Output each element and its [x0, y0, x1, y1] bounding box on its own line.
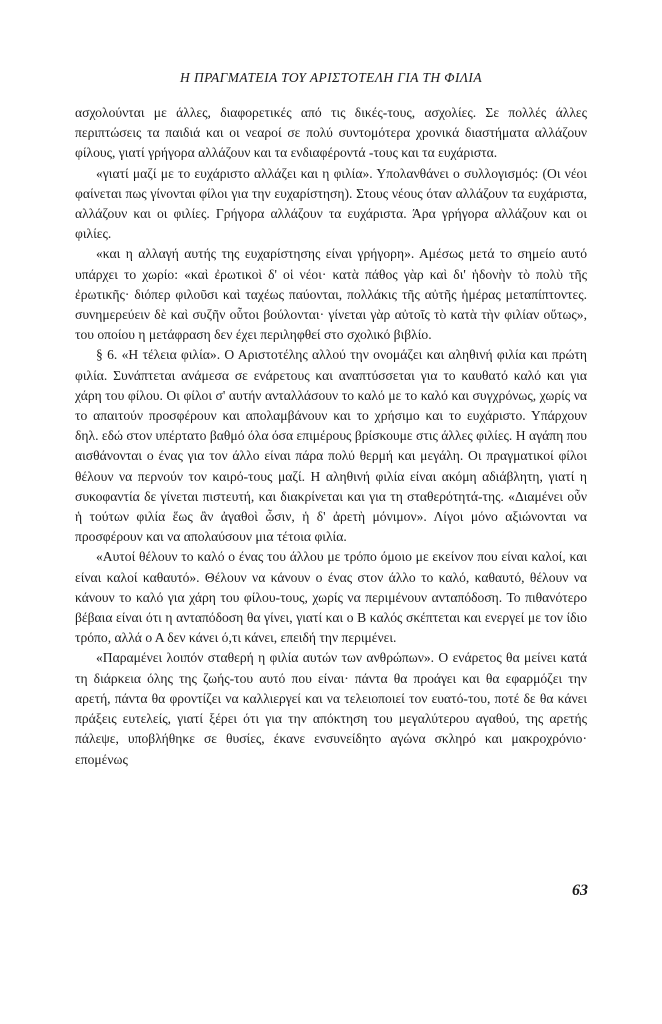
paragraph: «και η αλλαγή αυτής της ευχαρίστησης είναι γρήγορη». Αμέσως μετά το σημείο αυτό υπάρχει το χωρίο: «καὶ ἐρωτικοὶ δ' οἱ νέοι· κατὰ πάθος γὰρ καὶ δι' ἡδονὴν τὸ πολὺ τῆς ἐρωτικῆς· διόπερ φιλοῦσι καὶ ταχέως παύονται, πολλάκις τῆς αὐτῆς ἡμέρας μεταπίπτοντες. συνημερεύειν δὲ καὶ συζῆν οὗτοι βούλονται· γίνεται γὰρ αὐτοῖς τὸ κατὰ τὴν φιλίαν οὕτως», του οποίου η μετάφραση δεν έχει περιληφθεί στο σχολικό βιβλίο.	[75, 246, 587, 343]
paragraph-continuation: ασχολούνται με άλλες, διαφορετικές από τις δικές-τους, ασχολίες. Σε πολλές άλλες περιπτώσεις τα παιδιά και οι νεαροί σε πολύ συντομότερα χρονικά διαστήματα αλλάζουν φίλους, γιατί γρήγορα αλλάζουν και τα ενδιαφέροντά -τους και τα ευχάριστα.	[75, 105, 587, 161]
paragraph-section-6: § 6. «Η τέλεια φιλία». Ο Αριστοτέλης αλλού την ονομάζει και αληθινή φιλία και πρώτη φιλία. Συνάπτεται ανάμεσα σε ενάρετους και αναπτύσσεται για το καυθατό καλό και για χάρη του φίλου. Οι φίλοι σ' αυτήν ανταλλάσουν το καλό με το καλό και συγχρόνως, χωρίς να το απαιτούν προσφέρουν και απολαμβάνουν και το χρήσιμο και το ευχάριστο. Υπάρχουν δηλ. εδώ στον υπέρτατο βαθμό όλα όσα επιμέρους βρίσκουμε στις άλλες φιλίες. Η αγάπη που αισθάνονται ο ένας για τον άλλο είναι πάρα πολύ θερμή και μεγάλη. Οι πραγματικοί φίλοι θέλουν να περνούν τον καιρό-τους μαζί. Η αληθινή φιλία είναι ακόμη αδιάβλητη, γιατί η συκοφαντία δε γίνεται πιστευτή, και διακρίνεται και για τη σταθερότητά-της. «Διαμένει οὖν ἡ τούτων φιλία ἕως ἂν ἀγαθοὶ ὦσιν, ἡ δ' ἀρετὴ μόνιμον». Λίγοι μόνο αξιώνονται να προσφέρουν και να απολαύσουν μια τέτοια φιλία.	[75, 347, 587, 545]
paragraph: «Παραμένει λοιπόν σταθερή η φιλία αυτών των ανθρώπων». Ο ενάρετος θα μείνει κατά τη διάρκεια όλης της ζωής-του αυτό που είναι· πάντα θα προάγει και θα εφαρμόζει την αρετή, πάντα θα φροντίζει να καλλιεργεί και να τελειοποιεί τον ευατό-του, ποτέ δε θα κάνει πράξεις ευτελείς, γιατί ξέρει ότι για την απόκτηση του μεγαλύτερου αγαθού, της αρετής πάλεψε, υποβλήθηκε σε θυσίες, έκανε ενσυνείδητο αγώνα σκληρό και μακροχρόνιο· επομένως	[75, 650, 587, 767]
paragraph: «Αυτοί θέλουν το καλό ο ένας του άλλου με τρόπο όμοιο με εκείνον που είναι καλοί, και είναι καλοί καθαυτό». Θέλουν να κάνουν ο ένας στον άλλο το καλό, καθαυτό, θέλουν να κάνουν το καλό για χάρη του φίλου-τους, χωρίς να περιμένουν ανταπόδοση. Το πιθανότερο βέβαια είναι ότι η ανταπόδοση θα γίνει, γιατί και ο Β καλός σκέπτεται και ενεργεί με τον ίδιο τρόπο, αλλά ο Α δεν κάνει ό,τι κάνει, επειδή την περιμένει.	[75, 549, 587, 646]
paragraph: «γιατί μαζί με το ευχάριστο αλλάζει και η φιλία». Υπολανθάνει ο συλλογισμός: (Οι νέοι φαίνεται πως γίνονται φίλοι για την ευχαρίστηση). Στους νέους όταν αλλάζουν τα ευχάριστα, αλλάζουν και οι φιλίες. Γρήγορα αλλάζουν τα ευχάριστα. Άρα γρήγορα αλλάζουν και οι φιλίες.	[75, 165, 587, 242]
page-number: 63	[572, 882, 588, 899]
body-text	[75, 103, 587, 770]
running-head: Η ΠΡΑΓΜΑΤΕΙΑ ΤΟΥ ΑΡΙΣΤΟΤΕΛΗ ΓΙΑ ΤΗ ΦΙΛΙΑ	[180, 70, 482, 85]
